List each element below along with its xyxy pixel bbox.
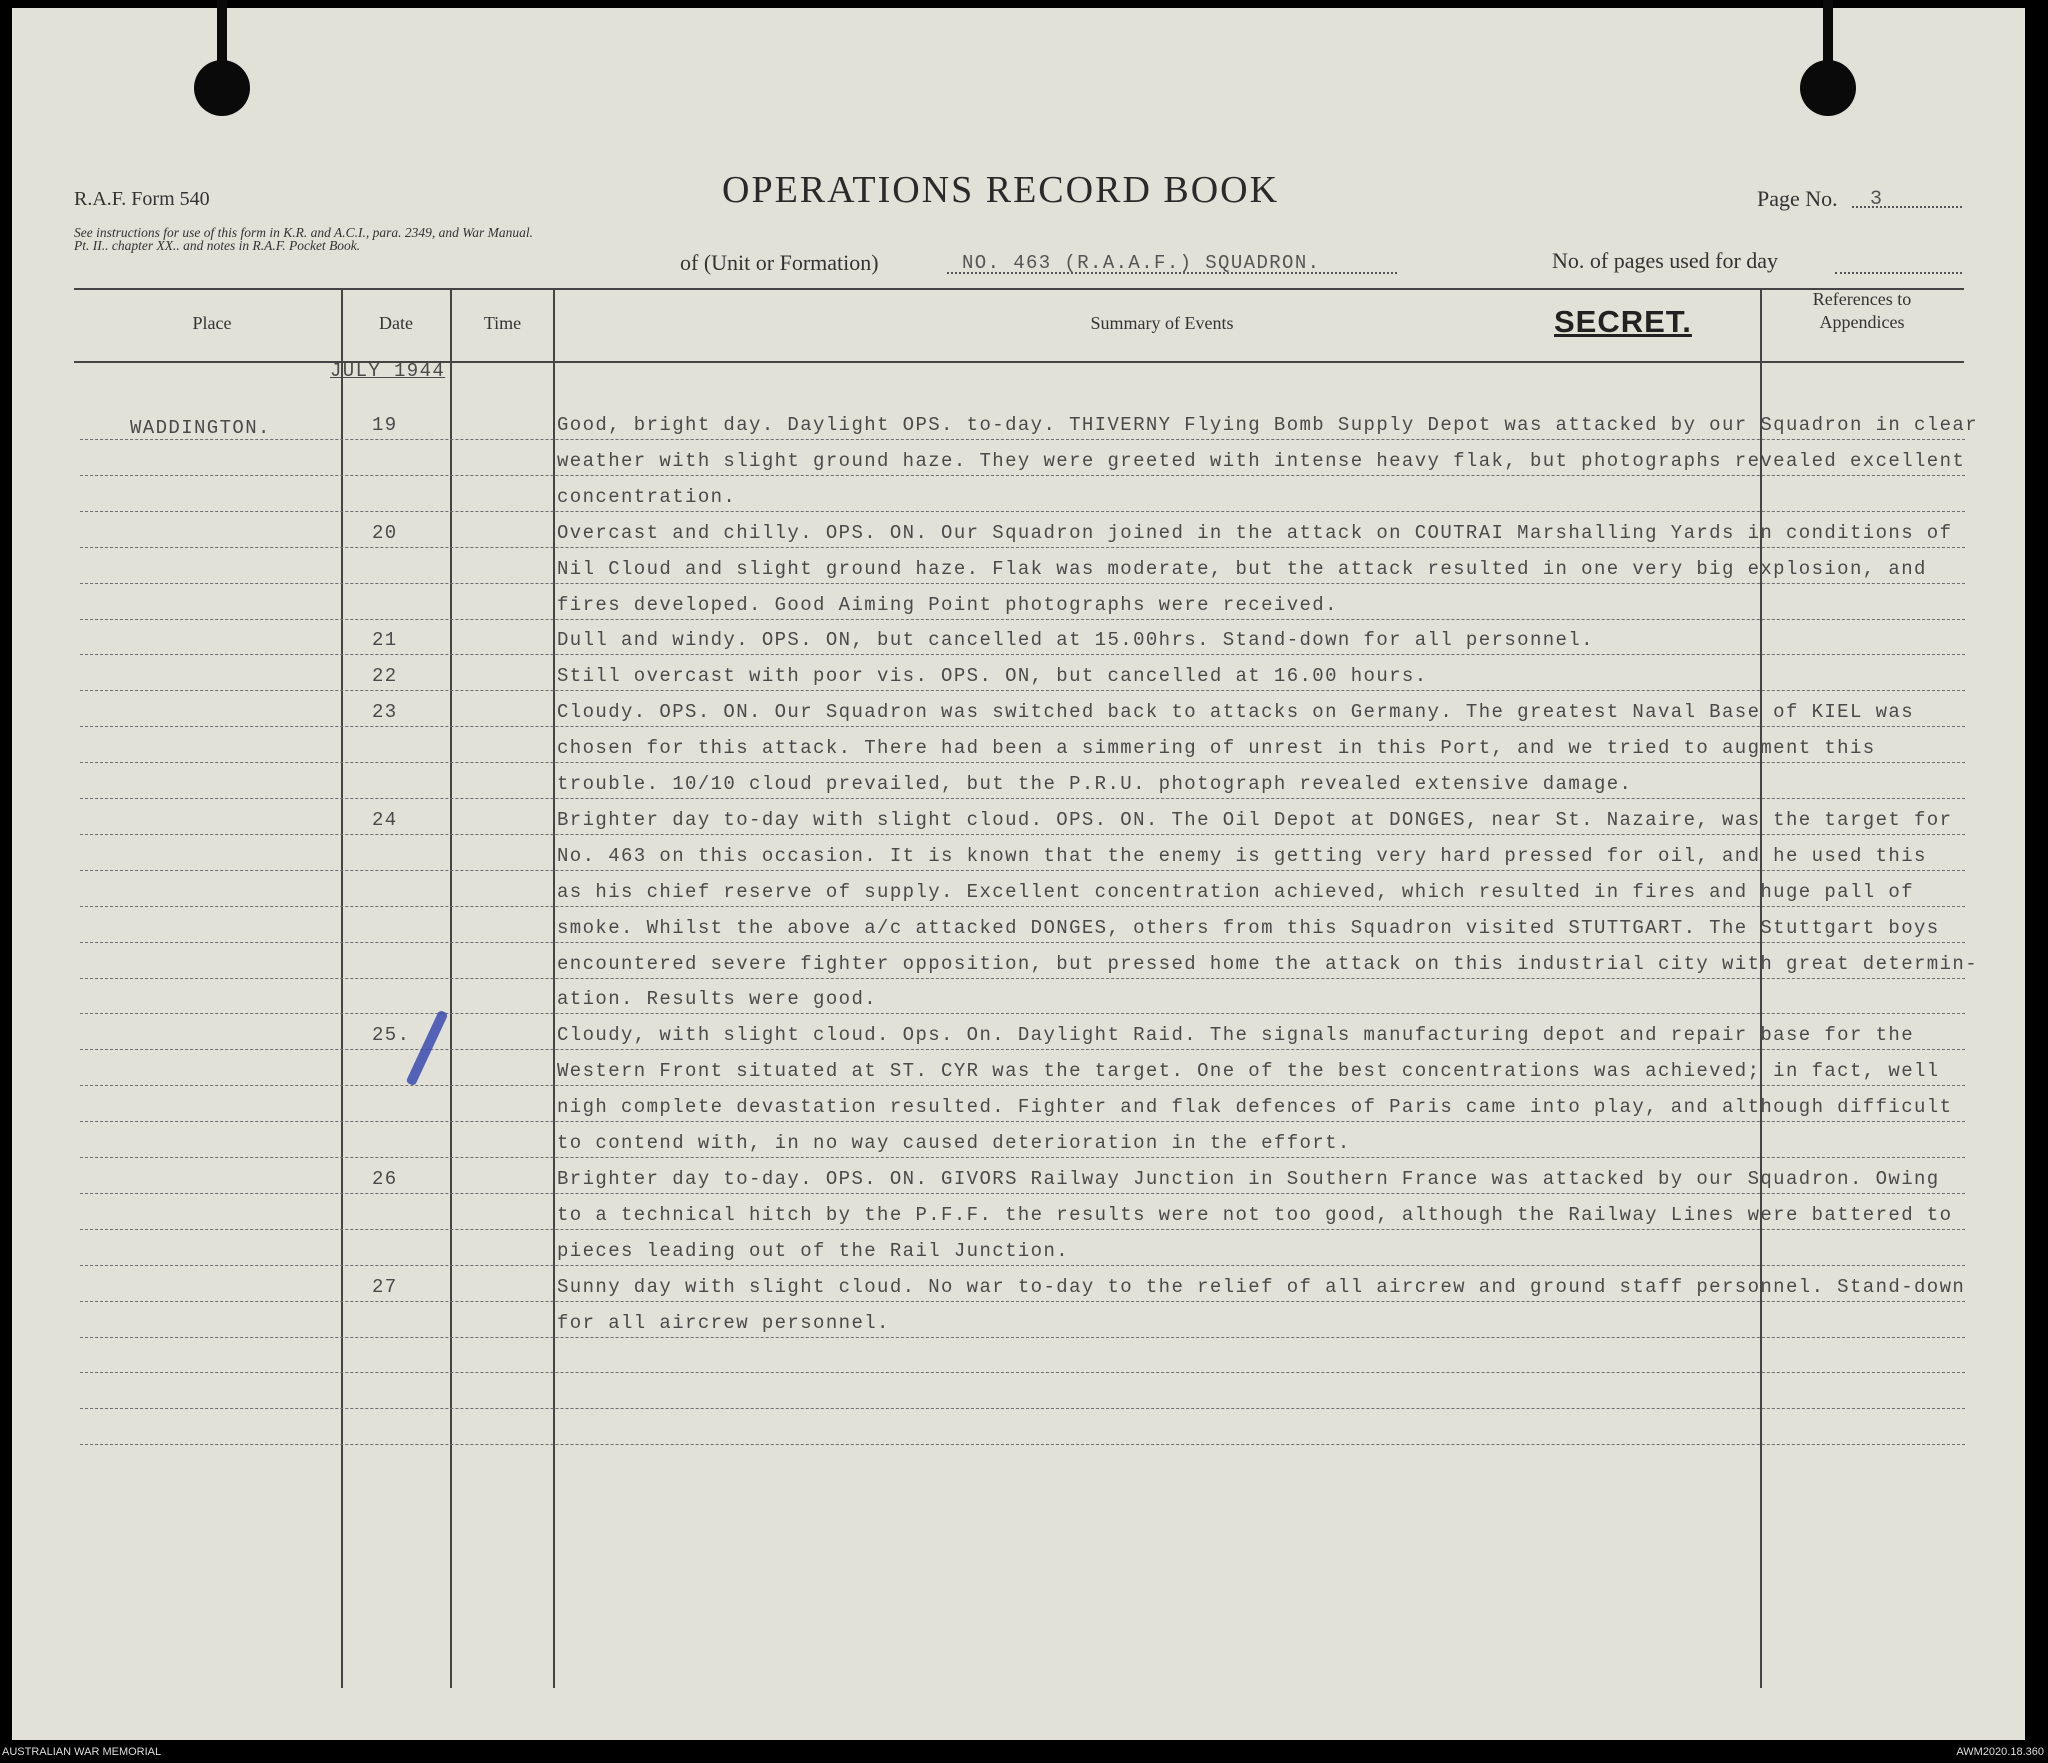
ruled-line (80, 1301, 1965, 1302)
entry-date: 25. (372, 1024, 411, 1047)
entry-text-line: pieces leading out of the Rail Junction. (557, 1239, 1070, 1262)
column-divider (1760, 288, 1762, 1688)
ruled-line (80, 942, 1965, 943)
column-header-date: Date (379, 313, 413, 333)
secret-stamp: SECRET. (1554, 304, 1692, 339)
ruled-line (80, 619, 1965, 620)
ruled-line (80, 547, 1965, 548)
archive-reference: AWM2020.18.360 (1956, 1746, 2044, 1758)
entry-text-line: Sunny day with slight cloud. No war to-day to the relief of all aircrew and ground staff personnel. Stand-down (557, 1275, 1966, 1298)
ruled-line (80, 1229, 1965, 1230)
entry-text-line: as his chief reserve of supply. Excellent concentration achieved, which resulted in fires and huge pall of (557, 880, 1914, 903)
ruled-line (80, 690, 1965, 691)
entry-text-line: ation. Results were good. (557, 988, 878, 1011)
entry-text-line: trouble. 10/10 cloud prevailed, but the P.R.U. photograph revealed extensive damage. (557, 773, 1633, 795)
column-header-place: Place (192, 313, 232, 333)
entry-text-line: Still overcast with poor vis. OPS. ON, but cancelled at 16.00 hours. (557, 665, 1428, 688)
entry-text-line: weather with slight ground haze. They were greeted with intense heavy flak, but photographs revealed excellent (557, 449, 1966, 472)
ruled-line (80, 978, 1965, 979)
entry-text-line: Dull and windy. OPS. ON, but cancelled at 15.00hrs. Stand-down for all personnel. (557, 629, 1594, 652)
entry-text-line: nigh complete devastation resulted. Fighter and flak defences of Paris came into play, and although difficult (557, 1096, 1953, 1119)
column-header-summary: Summary of Events (1090, 313, 1234, 333)
page-number-dotline (1852, 206, 1962, 208)
unit-value: NO. 463 (R.A.A.F.) SQUADRON. (962, 252, 1321, 274)
ruled-line (80, 1408, 1965, 1409)
ruled-line (80, 798, 1965, 799)
ruled-line (80, 726, 1965, 727)
entry-text-line: concentration. (557, 485, 737, 508)
ruled-line (80, 870, 1965, 871)
entry-date: 20 (372, 521, 398, 544)
table-top-rule (74, 288, 1964, 290)
entry-text-line: chosen for this attack. There had been a simmering of unrest in this Port, and we tried to augment this (557, 737, 1876, 760)
column-divider (553, 288, 555, 1688)
place-name: WADDINGTON. (130, 417, 271, 439)
entry-text-line: Western Front situated at ST. CYR was the target. One of the best concentrations was achieved; in fact, well (557, 1060, 1940, 1083)
binder-hole-left (194, 60, 250, 116)
ruled-line (80, 1157, 1965, 1158)
ruled-line (80, 439, 1965, 440)
page-number-value: 3 (1870, 188, 1884, 211)
entry-text-line: smoke. Whilst the above a/c attacked DONGES, others from this Squadron visited STUTTGART. The Stuttgart boys (557, 916, 1940, 939)
ruled-line (80, 1444, 1965, 1445)
entry-text-line: Brighter day to-day with slight cloud. OPS. ON. The Oil Depot at DONGES, near St. Nazaire, was the target for (557, 808, 1953, 831)
entry-text-line: to contend with, in no way caused deterioration in the effort. (557, 1132, 1351, 1154)
archive-credit: AUSTRALIAN WAR MEMORIAL (2, 1746, 162, 1758)
binder-hole-right (1800, 60, 1856, 116)
ruled-line (80, 762, 1965, 763)
ruled-line (80, 1049, 1965, 1050)
entry-text-line: to a technical hitch by the P.F.F. the results were not too good, although the Railway Lines were battered to (557, 1203, 1953, 1226)
entry-text-line: Cloudy. OPS. ON. Our Squadron was switched back to attacks on Germany. The greatest Naval Base of KIEL was (557, 701, 1914, 724)
pages-used-dotline (1835, 272, 1962, 274)
ruled-line (80, 1013, 1965, 1014)
ruled-line (80, 1337, 1965, 1338)
entry-date: 19 (372, 414, 398, 436)
ruled-line (80, 511, 1965, 512)
entry-text-line: for all aircrew personnel. (557, 1311, 890, 1334)
entry-text-line: encountered severe fighter opposition, but pressed home the attack on this industrial city with great determin- (557, 952, 1979, 975)
ruled-line (80, 475, 1965, 476)
pen-mark (406, 1010, 449, 1087)
entry-text-line: No. 463 on this occasion. It is known that the enemy is getting very hard pressed for oil, and he used this (557, 844, 1927, 867)
form-instructions: See instructions for use of this form in K.R. and A.C.I., para. 2349, and War Manual. Pt. II.. chapter XX.. and notes in R.A.F. Pocket Book. (74, 225, 534, 253)
form-sheet (12, 8, 2025, 1740)
entry-text-line: Cloudy, with slight cloud. Ops. On. Daylight Raid. The signals manufacturing depot and repair base for the (557, 1024, 1914, 1047)
ruled-line (80, 654, 1965, 655)
unit-label: of (Unit or Formation) (680, 250, 879, 275)
column-header-references: References to Appendices (1812, 289, 1912, 332)
month-heading: JULY 1944 (330, 360, 446, 382)
ruled-line (80, 1265, 1965, 1266)
entry-text-line: Brighter day to-day. OPS. ON. GIVORS Railway Junction in Southern France was attacked by our Squadron. Owing (557, 1167, 1940, 1190)
ruled-line (80, 1121, 1965, 1122)
entry-date: 23 (372, 701, 398, 724)
entry-date: 24 (372, 808, 398, 831)
ruled-line (80, 906, 1965, 907)
entry-date: 22 (372, 665, 398, 688)
pages-used-label: No. of pages used for day (1552, 248, 1779, 273)
page-title: OPERATIONS RECORD BOOK (722, 169, 1280, 211)
entry-text-line: Good, bright day. Daylight OPS. to-day. THIVERNY Flying Bomb Supply Depot was attacked by our Squadron in clear (557, 414, 1979, 436)
form-number: R.A.F. Form 540 (74, 188, 210, 210)
ruled-line (80, 1085, 1965, 1086)
ruled-line (80, 1372, 1965, 1373)
entry-text-line: Overcast and chilly. OPS. ON. Our Squadron joined in the attack on COUTRAI Marshalling Yards in conditions of (557, 521, 1953, 544)
entry-text-line: fires developed. Good Aiming Point photographs were received. (557, 593, 1338, 616)
column-header-time: Time (483, 313, 522, 333)
page-number-label: Page No. (1757, 186, 1838, 211)
ruled-line (80, 583, 1965, 584)
column-divider (450, 288, 452, 1688)
entry-date: 21 (372, 629, 398, 652)
entry-date: 27 (372, 1275, 398, 1298)
entry-date: 26 (372, 1167, 398, 1190)
ruled-line (80, 1193, 1965, 1194)
ruled-line (80, 834, 1965, 835)
entry-text-line: Nil Cloud and slight ground haze. Flak was moderate, but the attack resulted in one very big explosion, and (557, 557, 1927, 580)
column-divider (341, 288, 343, 1688)
